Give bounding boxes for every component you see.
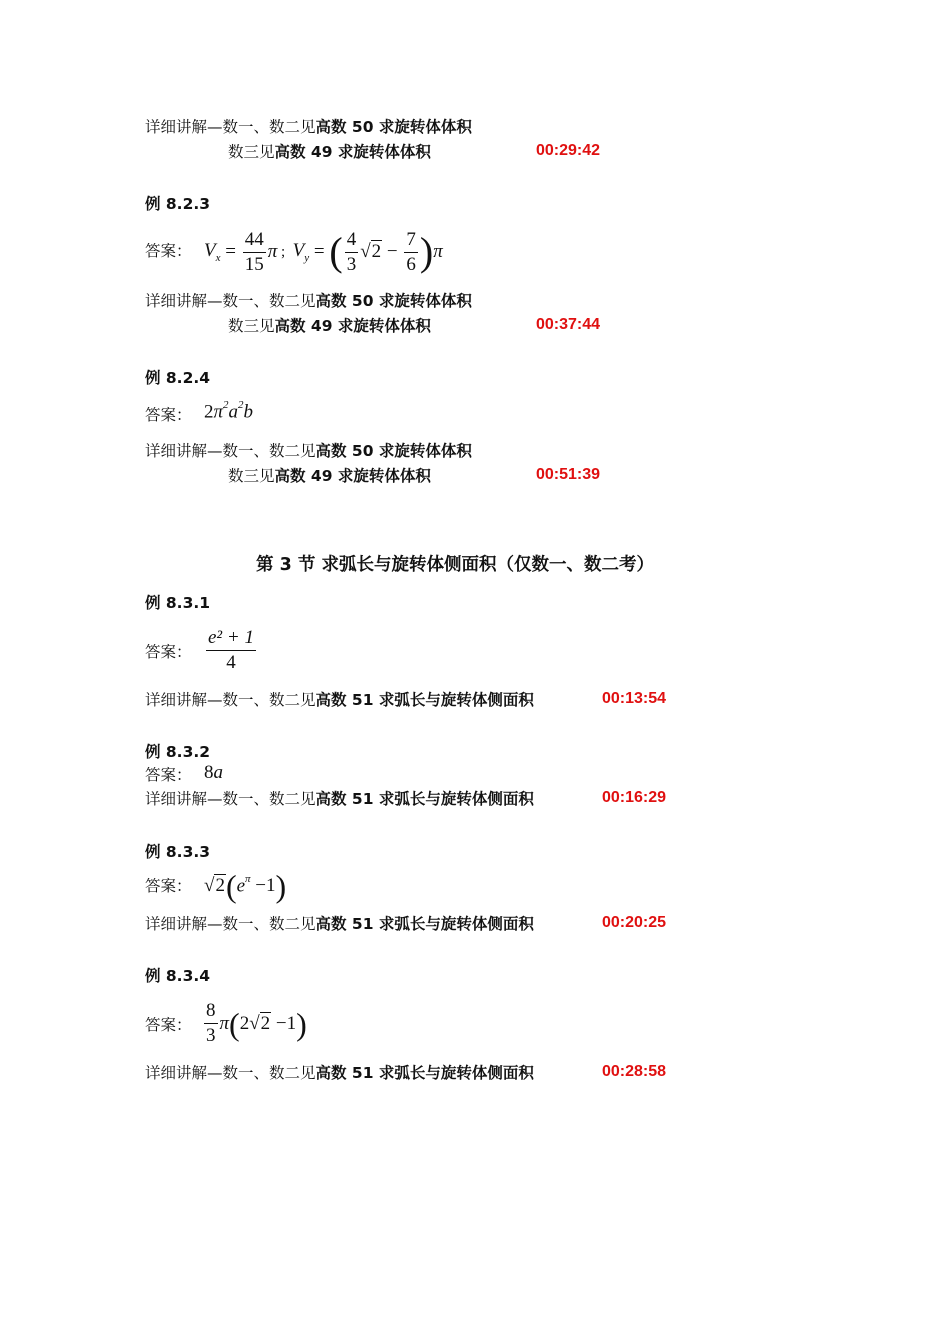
video-timestamp[interactable]: 00:20:25: [602, 914, 667, 931]
detail-line-1: [145, 291, 472, 311]
example-label: 例 8.3.3: [145, 843, 211, 861]
example-label: 例 8.2.4: [145, 369, 211, 387]
example-label: 例 8.3.2: [145, 743, 211, 761]
answer-formula: $V_x$ = $\frac{44}{15}$ π ; $V_y$ = ( $\frac{4}{3}$ √2 − $\frac{7}{6}$ ) π: [204, 228, 443, 275]
example-label: 例 8.2.3: [145, 195, 211, 213]
detail-line: [145, 789, 534, 809]
video-timestamp[interactable]: 00:29:42: [536, 142, 601, 159]
video-timestamp[interactable]: 00:13:54: [602, 690, 667, 707]
detail-ref: 高数 49 求旋转体体积: [274, 467, 431, 485]
fraction-numerator: 4: [345, 228, 359, 253]
video-timestamp[interactable]: 00:16:29: [602, 789, 667, 806]
answer-label: 答案：: [145, 877, 192, 895]
fraction-denominator: 3: [346, 253, 357, 275]
detail-line: [145, 690, 534, 710]
detail-lead: 详细讲解—数一、数二见: [145, 118, 316, 136]
answer-label: 答案：: [145, 406, 192, 424]
detail-line: [145, 1063, 534, 1083]
detail-lead: 详细讲解—数一、数二见: [145, 292, 316, 310]
video-timestamp[interactable]: 00:28:58: [602, 1063, 667, 1080]
detail-line: [145, 914, 534, 934]
detail-line-1: [145, 441, 472, 461]
detail-ref: 高数 49 求旋转体体积: [274, 143, 431, 161]
detail-ref: 高数 50 求旋转体体积: [315, 292, 472, 310]
video-timestamp[interactable]: 00:51:39: [536, 466, 601, 483]
example-label: 例 8.3.1: [145, 594, 211, 612]
detail-lead: 数三见: [228, 143, 275, 161]
answer-label: 答案：: [145, 242, 192, 260]
detail-ref: 高数 51 求弧长与旋转体侧面积: [315, 790, 534, 808]
detail-line-2: [228, 142, 431, 162]
detail-line-2: [228, 466, 431, 486]
fraction-denominator: 3: [206, 1025, 216, 1046]
detail-lead: 数三见: [228, 467, 275, 485]
fraction-denominator: 15: [244, 253, 264, 275]
answer-label: 答案：: [145, 766, 192, 784]
detail-ref: 高数 51 求弧长与旋转体侧面积: [315, 915, 534, 933]
answer-formula: [204, 626, 258, 675]
detail-ref: 高数 50 求旋转体体积: [315, 118, 472, 136]
detail-ref: 高数 51 求弧长与旋转体侧面积: [315, 1064, 534, 1082]
detail-line-1: [145, 117, 472, 137]
section-title: 第 3 节 求弧长与旋转体侧面积（仅数一、数二考）: [256, 555, 654, 575]
answer-label: 答案：: [145, 1016, 192, 1034]
video-timestamp[interactable]: 00:37:44: [536, 316, 601, 333]
answer-label: 答案：: [145, 643, 192, 661]
detail-lead: 详细讲解—数一、数二见: [145, 442, 316, 460]
fraction-numerator: 44: [243, 228, 266, 253]
answer-formula: $2\pi^2a^2b$: [204, 399, 254, 423]
detail-lead: 详细讲解—数一、数二见: [145, 915, 316, 933]
answer-formula: $\frac{8}{3}$ π ( 2 √2 −1 ): [206, 1000, 307, 1046]
detail-line-2: [228, 316, 431, 336]
detail-lead: 详细讲解—数一、数二见: [145, 790, 316, 808]
fraction-denominator: 6: [406, 253, 416, 275]
detail-ref: 高数 51 求弧长与旋转体侧面积: [315, 691, 534, 709]
fraction-denominator: 4: [226, 652, 236, 673]
fraction-numerator: 7: [404, 228, 418, 253]
answer-formula: √2 ( $e^\pi$ −1 ): [204, 868, 287, 904]
detail-lead: 数三见: [228, 317, 275, 335]
detail-ref: 高数 49 求旋转体体积: [274, 317, 431, 335]
fraction-numerator: e² + 1: [206, 626, 256, 651]
detail-lead: 详细讲解—数一、数二见: [145, 691, 316, 709]
fraction-numerator: 8: [204, 999, 218, 1024]
answer-formula: 8a: [204, 762, 223, 783]
example-label: 例 8.3.4: [145, 967, 211, 985]
detail-ref: 高数 50 求旋转体体积: [315, 442, 472, 460]
detail-lead: 详细讲解—数一、数二见: [145, 1064, 316, 1082]
